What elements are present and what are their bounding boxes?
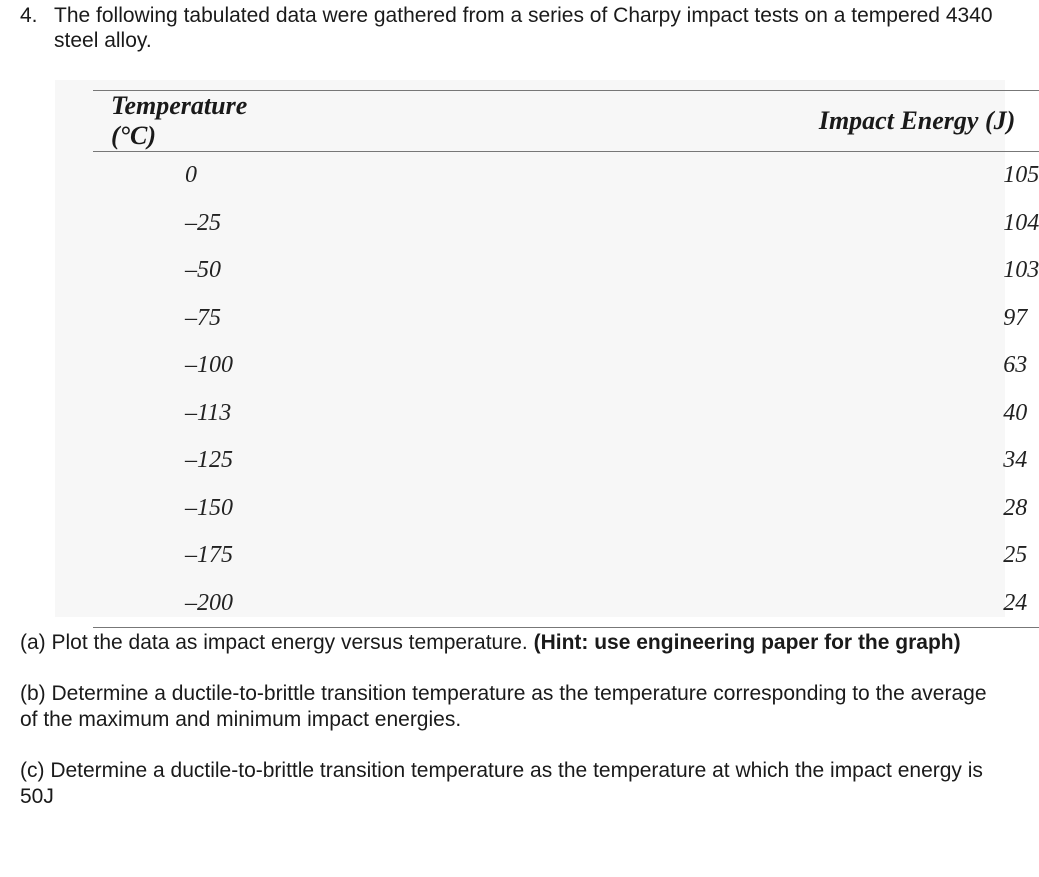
table-row xyxy=(93,437,1039,485)
table-row xyxy=(93,532,1039,580)
part-b: (b) Determine a ductile-to-brittle transition temperature as the temperature corresponding to the average of the maximum and minimum impact energies. xyxy=(20,682,987,731)
temperature-cell: –150 xyxy=(185,494,233,521)
energy-cell: 97 xyxy=(1003,304,1028,331)
temperature-cell: –200 xyxy=(93,580,247,628)
question-parts xyxy=(20,630,1005,835)
question-number: 4. xyxy=(20,4,38,27)
temperature-cell: 0 xyxy=(185,162,197,189)
question-statement xyxy=(20,3,1005,53)
header-temperature: Temperature (°C) xyxy=(93,91,247,152)
table-row xyxy=(93,200,1039,248)
temperature-cell: –125 xyxy=(185,447,233,474)
temperature-cell: –100 xyxy=(185,352,233,379)
energy-cell: 25 xyxy=(1003,542,1028,569)
temperature-cell: –175 xyxy=(185,542,233,569)
table-row xyxy=(93,485,1039,533)
energy-cell: 28 xyxy=(1003,494,1028,521)
part-a xyxy=(20,630,1005,656)
table-row xyxy=(93,152,1039,200)
table-row xyxy=(93,295,1039,343)
energy-cell: 40 xyxy=(1003,399,1028,426)
part-a-hint: (Hint: use engineering paper for the graph) xyxy=(533,631,961,654)
table-row xyxy=(93,247,1039,295)
table-row xyxy=(93,342,1039,390)
energy-cell: 105 xyxy=(1003,162,1039,189)
temperature-cell: –50 xyxy=(185,257,221,284)
table-row xyxy=(93,580,1039,628)
energy-cell: 103 xyxy=(1003,257,1039,284)
header-impact-energy: Impact Energy (J) xyxy=(247,91,1039,152)
temperature-cell: –25 xyxy=(185,209,221,236)
question-text: The following tabulated data were gathered from a series of Charpy impact tests on a tempered 4340 steel alloy. xyxy=(54,4,993,52)
energy-cell: 63 xyxy=(1003,352,1028,379)
temperature-cell: –75 xyxy=(185,304,221,331)
table-row xyxy=(93,390,1039,438)
part-a-text: (a) Plot the data as impact energy versus temperature. xyxy=(20,631,534,654)
table-header-row xyxy=(93,91,1039,152)
energy-cell: 104 xyxy=(1003,209,1039,236)
charpy-data-table xyxy=(93,90,1039,628)
energy-cell: 24 xyxy=(247,580,1039,628)
energy-cell: 34 xyxy=(1003,447,1028,474)
temperature-cell: –113 xyxy=(185,399,232,426)
part-c: (c) Determine a ductile-to-brittle transition temperature as the temperature at which the impact energy is 50J xyxy=(20,759,983,808)
